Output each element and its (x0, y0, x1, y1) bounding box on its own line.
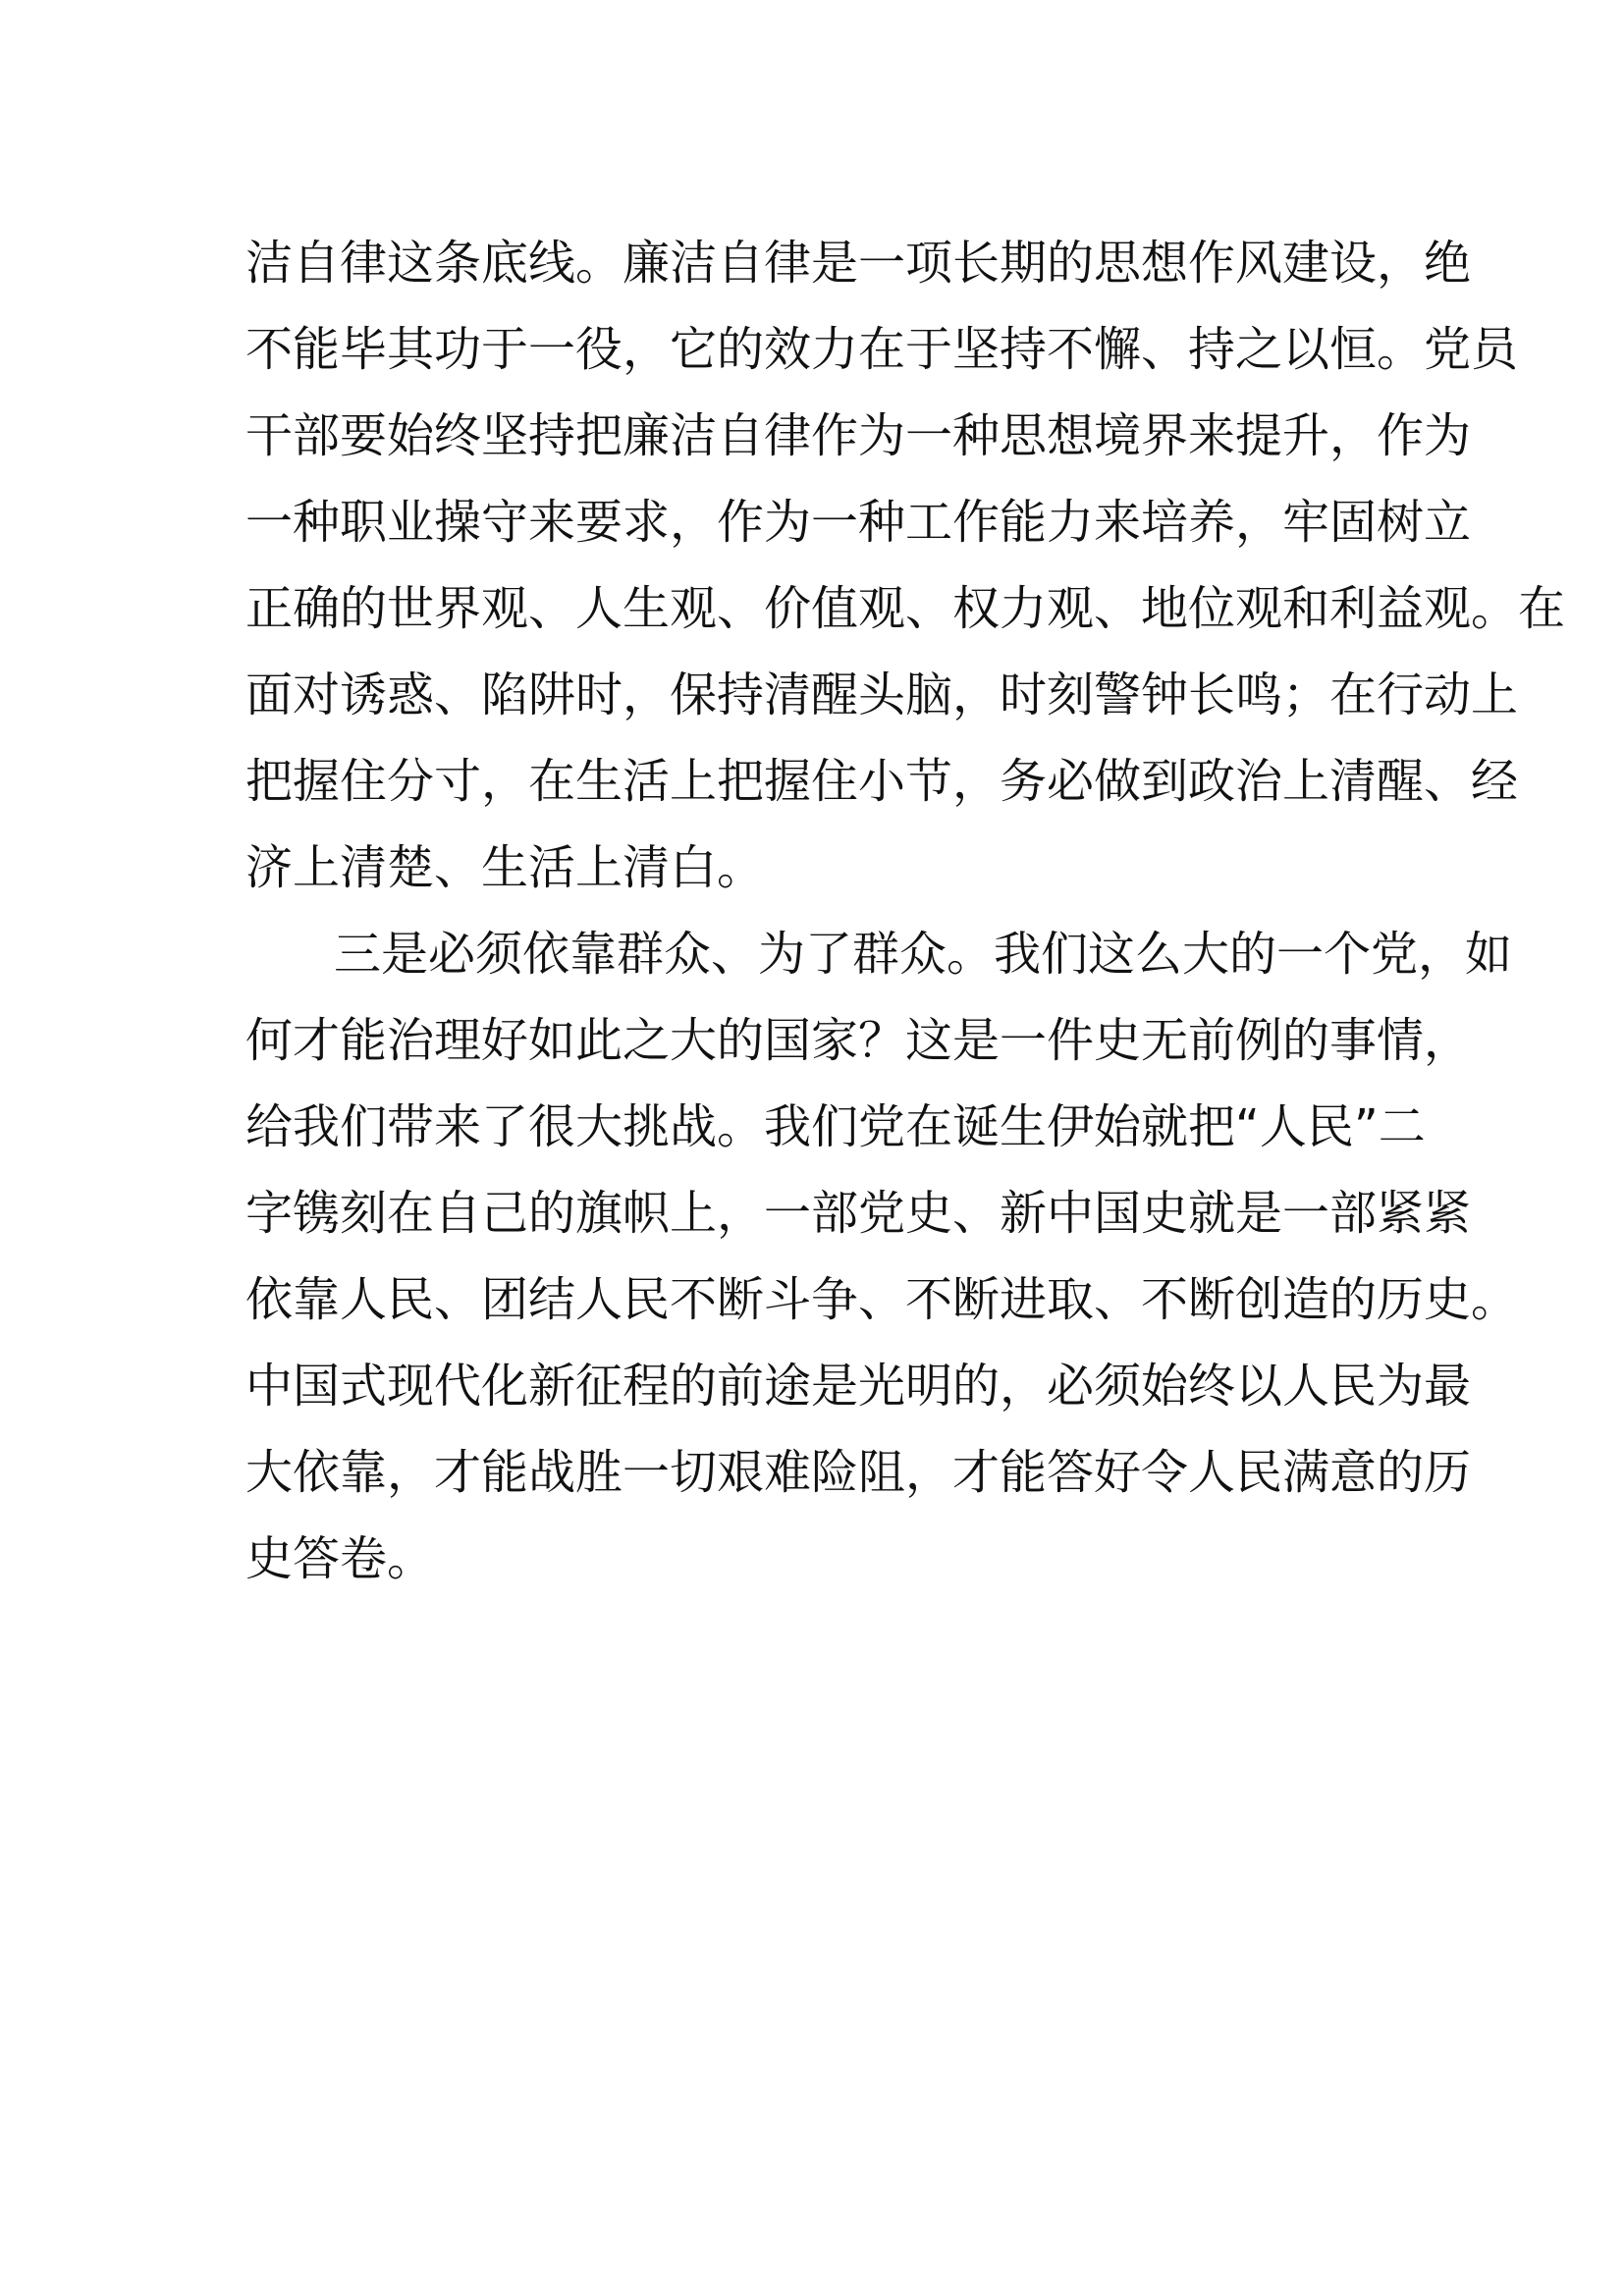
body-text (245, 220, 1566, 1602)
text-line: 一种职业操守来要求，作为一种工作能力来培养，牢固树立 (245, 495, 1472, 550)
text-line: 何才能治理好如此之大的国家？这是一件史无前例的事情， (245, 1013, 1472, 1068)
text-line: 把握住分寸，在生活上把握住小节，务必做到政治上清醒、经 (245, 754, 1519, 809)
text-line: 史答卷。 (245, 1531, 435, 1586)
text-line: 字镌刻在自己的旗帜上，一部党史、新中国史就是一部紧紧 (245, 1186, 1472, 1241)
text-line: 洁自律这条底线。廉洁自律是一项长期的思想作风建设，绝 (245, 236, 1472, 291)
text-line: 给我们带来了很大挑战。我们党在诞生伊始就把“人民”二 (245, 1099, 1426, 1154)
text-line: 济上清楚、生活上清白。 (245, 840, 765, 895)
text-line: 面对诱惑、陷阱时，保持清醒头脑，时刻警钟长鸣；在行动上 (245, 667, 1519, 722)
text-line: 正确的世界观、人生观、价值观、权力观、地位观和利益观。在 (245, 581, 1566, 636)
text-line: 干部要始终坚持把廉洁自律作为一种思想境界来提升，作为 (245, 408, 1472, 463)
text-line: 依靠人民、团结人民不断斗争、不断进取、不断创造的历史。 (245, 1272, 1519, 1327)
text-line: 不能毕其功于一役，它的效力在于坚持不懈、持之以恒。党员 (245, 322, 1519, 377)
text-line: 中国式现代化新征程的前途是光明的，必须始终以人民为最 (245, 1359, 1472, 1414)
paragraph-start-line: 三是必须依靠群众、为了群众。我们这么大的一个党，如 (334, 927, 1513, 982)
text-line: 大依靠，才能战胜一切艰难险阻，才能答好令人民满意的历 (245, 1445, 1472, 1500)
